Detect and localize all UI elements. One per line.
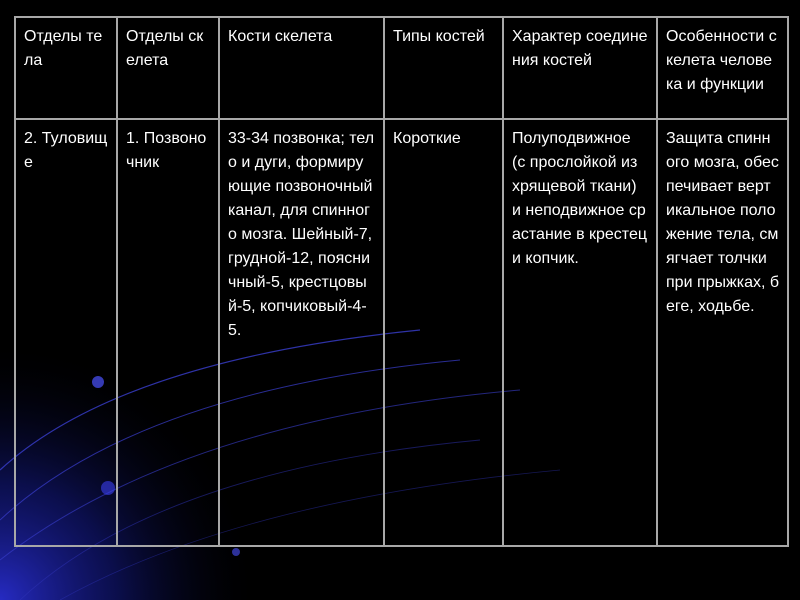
table-cell — [503, 119, 657, 546]
skeleton-table — [14, 16, 789, 547]
header-cell-joint-type — [503, 17, 657, 119]
header-label: Кости скелета — [228, 28, 333, 45]
header-label: Особенности скелета человека и функции — [666, 28, 777, 93]
table-cell — [384, 119, 503, 546]
header-cell-skeleton-parts — [117, 17, 219, 119]
header-cell-bones — [219, 17, 384, 119]
table-row — [15, 119, 788, 546]
table-header-row — [15, 17, 788, 119]
cell-text: 1. Позвоночник — [126, 130, 207, 171]
cell-text: Короткие — [393, 130, 461, 147]
header-cell-body-parts — [15, 17, 117, 119]
cell-text: Полуподвижное (с прослойкой из хрящевой ткани) и неподвижное срастание в крестец и копчик. — [512, 130, 648, 267]
cell-text: Защита спинного мозга, обеспечивает вертикальное положение тела, смягчает толчки при прыжках, беге, ходьбе. — [666, 130, 780, 315]
cell-text: 33-34 позвонка; тело и дуги, формирующие позвоночный канал, для спинного мозга. Шейный-7, грудной-12, поясничный-5, крестцовый-5, копчиковый-4-5. — [228, 130, 375, 339]
table-cell — [657, 119, 788, 546]
header-label: Характер соединения костей — [512, 28, 648, 69]
header-label: Отделы тела — [24, 28, 103, 69]
table-cell — [117, 119, 219, 546]
table-cell — [219, 119, 384, 546]
header-cell-bone-types — [384, 17, 503, 119]
header-cell-features — [657, 17, 788, 119]
header-label: Отделы скелета — [126, 28, 204, 69]
table-cell — [15, 119, 117, 546]
header-label: Типы костей — [393, 28, 485, 45]
cell-text: 2. Туловище — [24, 130, 108, 171]
